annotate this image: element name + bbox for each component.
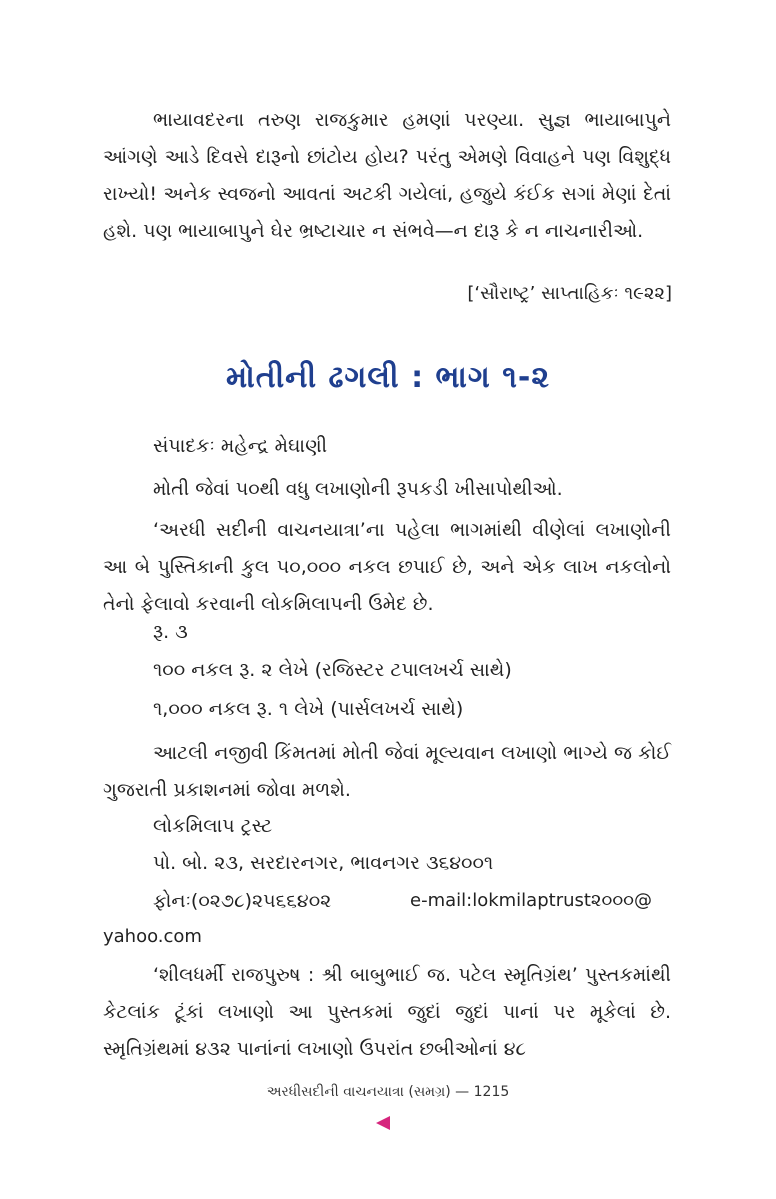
left-arrow-icon[interactable] — [376, 1116, 390, 1130]
intro-paragraph: ભાયાવદરના તરુણ રાજકુમાર હમણાં પરણ્યા. સુજ્ઞ ભાયાબાપુને આંગણે આડે દિવસે દારૂનો છાંટોય હોય? પરંતુ એમણે વિવાહને પણ વિશુદ્ધ રાખ્યો! અનેક સ્વજનો આવતાં અટકી ગયેલાં, હજુયે કંઈક સગાં મેણાં દેતાં હશે. પણ ભાયાબાપુને ઘેર ભ્રષ્ટાચાર ન સંભવે—ન દારૂ કે ન નાચનારીઓ. — [103, 109, 671, 242]
section-title: મોતીની ઢગલી : ભાગ ૧-૨ — [226, 360, 550, 395]
publisher-line: લોકમિલાપ ટ્રસ્ટ — [153, 815, 273, 837]
about-paragraph: ‘અરધી સદીની વાચનયાત્રા’ના પહેલા ભાગમાંથી વીણેલાં લખાણોની આ બે પુસ્તિકાની કુલ ૫૦,૦૦૦ નકલ છપાઈ છે, અને એક લાખ નકલોનો તેનો ફેલાવો કરવાની લોકમિલાપની ઉમેદ છે. — [103, 519, 671, 615]
memorial-paragraph: ‘શીલધર્મી રાજપુરુષ : શ્રી બાબુભાઈ જ. પટેલ સ્મૃતિગ્રંથ’ પુસ્તકમાંથી કેટલાંક ટૂંકાં લખાણો આ પુસ્તકમાં જુદાં જુદાં પાનાં પર મૂકેલાં છે. સ્મૃતિગ્રંથમાં ૪૩૨ પાનાંનાં લખાણો ઉપરાંત છબીઓનાં ૪૮ — [103, 964, 671, 1060]
price-line: રૂ. ૩ — [153, 621, 188, 643]
running-footer: અરધીસદીની વાચનયાત્રા (સમગ્ર) — 1215 — [266, 1084, 510, 1100]
source-citation: [‘સૌરાષ્ટ્ર’ સાપ્તાહિકઃ ૧૯૨૨] — [467, 283, 672, 304]
editor-line: સંપાદકઃ મહેન્દ્ર મેઘાણી — [153, 435, 328, 457]
note-paragraph: આટલી નજીવી કિંમતમાં મોતી જેવાં મૂલ્યવાન લખાણો ભાગ્યે જ કોઈ ગુજરાતી પ્રકાશનમાં જોવા મળશે. — [103, 742, 671, 801]
email-continuation: yahoo.com — [103, 926, 202, 947]
offer-100-line: ૧૦૦ નકલ રૂ. ૨ લેખે (રજિસ્ટર ટપાલખર્ચ સાથે) — [153, 659, 512, 681]
description-line: મોતી જેવાં ૫૦થી વધુ લખાણોની રૂપકડી ખીસાપોથીઓ. — [153, 478, 563, 500]
offer-1000-line: ૧,૦૦૦ નકલ રૂ. ૧ લેખે (પાર્સલખર્ચ સાથે) — [153, 698, 464, 720]
email-line: e-mail:lokmilaptrust૨૦૦૦@ — [410, 890, 653, 911]
phone-line: ફોનઃ(૦૨૭૮)૨૫૬૬૪૦૨ — [153, 890, 332, 912]
address-line: પો. બો. ૨૩, સરદારનગર, ભાવનગર ૩૬૪૦૦૧ — [153, 852, 494, 874]
